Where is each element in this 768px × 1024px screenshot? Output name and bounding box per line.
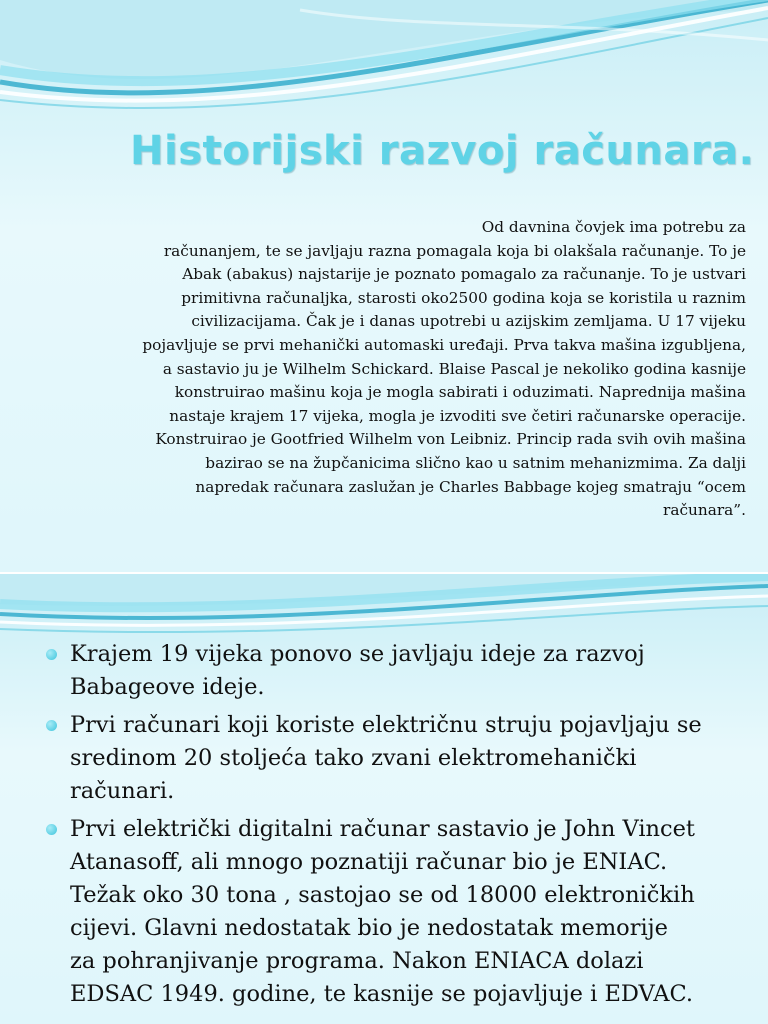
bullet-line: za pohranjivanje programa. Nakon ENIACA dolazi xyxy=(70,948,644,974)
slide-2-wave-decoration xyxy=(0,574,768,644)
bullet-dot-icon xyxy=(46,824,57,835)
bullet-item xyxy=(42,813,702,1011)
slide-1-wave-decoration xyxy=(0,0,768,110)
bullet-dot-icon xyxy=(46,720,57,731)
intro-paragraph xyxy=(24,216,746,523)
paragraph-line: nastaje krajem 17 vijeka, mogla je izvoditi sve četiri računarske operacije. xyxy=(169,406,746,425)
bullet-line: Krajem 19 vijeka ponovo se javljaju ideje za razvoj xyxy=(70,641,645,667)
bullet-line: Težak oko 30 tona , sastojao se od 18000 elektroničkih xyxy=(70,882,695,908)
paragraph-line: Konstruirao je Gootfried Wilhelm von Leibniz. Princip rada svih ovih mašina xyxy=(155,430,746,449)
paragraph-line: civilizacijama. Čak je i danas upotrebi u azijskim zemljama. U 17 vijeku xyxy=(191,312,746,331)
paragraph-line: Od davnina čovjek ima potrebu za xyxy=(481,218,746,236)
bullet-line: Prvi električki digitalni računar sastavio je John Vincet xyxy=(70,816,695,842)
paragraph-line: računara”. xyxy=(663,501,746,520)
paragraph-line: napredak računara zaslužan je Charles Babbage kojeg smatraju “ocem xyxy=(195,477,746,496)
paragraph-line: bazirao se na župčanicima slično kao u satnim mehanizmima. Za dalji xyxy=(205,453,746,472)
paragraph-line: primitivna računaljka, starosti oko2500 godina koja se koristila u raznim xyxy=(181,288,746,307)
bullet-list xyxy=(42,638,702,1016)
bullet-line: Prvi računari koji koriste električnu struju pojavljaju se xyxy=(70,712,702,738)
bullet-dot-icon xyxy=(46,649,57,660)
paragraph-line: a sastavio ju je Wilhelm Schickard. Blaise Pascal je nekoliko godina kasnije xyxy=(162,359,746,378)
bullet-item xyxy=(42,709,702,808)
bullet-line: računari. xyxy=(70,778,175,804)
bullet-line: Babageove ideje. xyxy=(70,674,265,700)
paragraph-line: Abak (abakus) najstarije je poznato pomagalo za računanje. To je ustvari xyxy=(182,265,746,284)
bullet-line: sredinom 20 stoljeća tako zvani elektromehanički xyxy=(70,745,637,771)
slide-2 xyxy=(0,574,768,1024)
bullet-line: cijevi. Glavni nedostatak bio je nedostatak memorije xyxy=(70,915,668,941)
bullet-line: Atanasoff, ali mnogo poznatiji računar bio je ENIAC. xyxy=(70,849,668,875)
slide-title: Historijski razvoj računara. xyxy=(130,128,755,174)
paragraph-line: računanjem, te se javljaju razna pomagala koja bi olakšala računanje. To je xyxy=(163,241,746,260)
bullet-line: EDSAC 1949. godine, te kasnije se pojavljuje i EDVAC. xyxy=(70,981,694,1007)
paragraph-line: konstruirao mašinu koja je mogla sabirati i oduzimati. Naprednija mašina xyxy=(174,383,746,402)
bullet-item xyxy=(42,638,702,704)
paragraph-line: pojavljuje se prvi mehanički automaski uređaji. Prva takva mašina izgubljena, xyxy=(142,335,746,354)
